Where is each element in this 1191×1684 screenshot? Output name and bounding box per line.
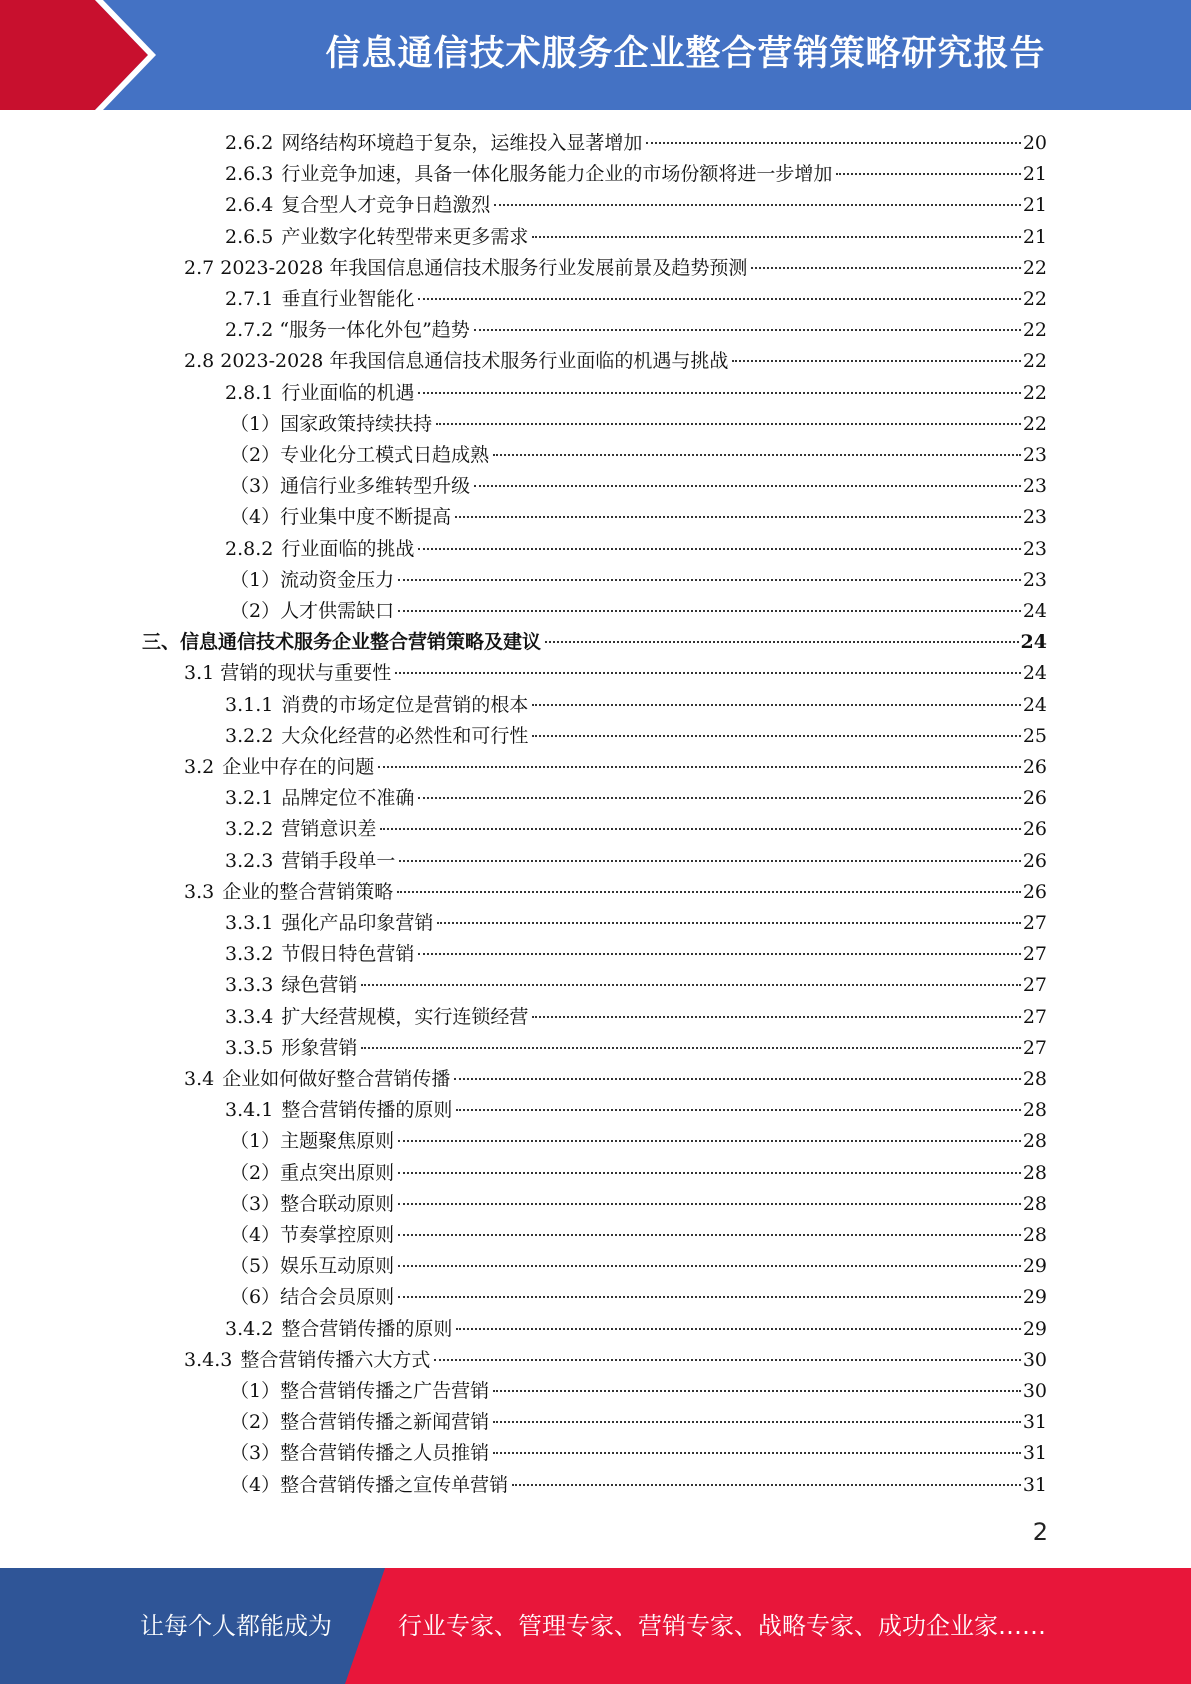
toc-entry-page: 22 [1022,256,1047,279]
toc-leader-dots [398,606,1021,612]
toc-entry-title [230,565,396,596]
toc-entry-text: （4）整合营销传播之宣传单营销 [230,1473,509,1496]
toc-entry-number: 3.3.5 [225,1036,274,1059]
toc-entry-text: 2.7.2 “服务一体化外包”趋势 [225,319,470,342]
toc-entry-text: 营销意识差 [281,818,377,841]
toc-entry-text: （1）整合营销传播之广告营销 [230,1380,490,1402]
toc-entry[interactable] [225,814,1047,845]
toc-entry-title [230,1126,396,1157]
toc-entry-title [184,658,393,689]
toc-entry-title [184,346,730,377]
toc-leader-dots [418,544,1020,550]
toc-entry-text: 节假日特色营销 [281,943,415,966]
toc-entry-text: （1）国家政策持续扶持 [230,412,433,435]
toc-entry-text: （4）行业集中度不断提高 [230,506,452,529]
toc-entry[interactable] [184,1345,1047,1376]
toc-entry-page: 22 [1022,288,1047,310]
toc-entry-title [225,128,644,159]
toc-entry-title [230,1282,396,1313]
toc-entry-title [184,752,376,783]
toc-entry[interactable] [225,1095,1047,1126]
toc-leader-dots [494,200,1020,206]
toc-entry-title [184,877,395,908]
toc-leader-dots [395,668,1021,674]
toc-leader-dots [545,637,1019,643]
footer-banner [0,1568,1191,1684]
toc-entry[interactable] [230,565,1047,596]
toc-entry-page: 22 [1022,350,1047,373]
toc-entry-text: 品牌定位不准确 [281,787,415,810]
toc-entry-page: 28 [1022,1192,1047,1215]
toc-entry-text: 2.7 2023-2028 年我国信息通信技术服务行业发展前景及趋势预测 [184,256,748,279]
toc-entry-title [230,1158,396,1189]
toc-entry-text: 网络结构环境趋于复杂，运维投入显著增加 [281,132,643,154]
toc-entry-text: （3）整合营销传播之人员推销 [230,1442,490,1465]
toc-entry-title [225,721,530,752]
toc-leader-dots [361,1043,1020,1049]
toc-entry-number: 3.4.2 [225,1317,274,1340]
toc-entry[interactable] [225,1033,1047,1064]
toc-entry[interactable] [225,534,1047,565]
toc-entry-number: 3.2.2 [225,724,274,747]
toc-leader-dots [418,294,1020,300]
toc-entry-page: 30 [1022,1348,1047,1371]
toc-entry-page: 28 [1022,1161,1047,1184]
toc-leader-dots [418,949,1020,955]
toc-entry[interactable] [230,471,1047,502]
toc-entry[interactable] [225,222,1047,253]
toc-entry-text: 企业的整合营销策略 [222,880,394,903]
toc-entry[interactable] [230,596,1047,627]
toc-entry-page: 29 [1022,1286,1047,1309]
toc-leader-dots [398,1230,1021,1236]
toc-entry-text: 强化产品印象营销 [281,912,434,934]
toc-entry-title [225,690,530,721]
toc-leader-dots [418,388,1020,394]
toc-entry-page: 31 [1022,1442,1047,1465]
toc-entry-page: 21 [1022,225,1047,248]
toc-entry[interactable] [225,128,1047,159]
toc-leader-dots [493,1386,1021,1392]
toc-entry-text: 整合营销传播的原则 [281,1317,453,1340]
report-title: 信息通信技术服务企业整合营销策略研究报告 [325,34,1046,74]
toc-entry[interactable] [230,1251,1047,1282]
toc-entry-page: 25 [1022,724,1047,747]
toc-entry[interactable] [230,1158,1047,1189]
toc-leader-dots [474,325,1021,331]
toc-entry-text: （2）人才供需缺口 [230,600,395,622]
toc-entry-page: 30 [1022,1380,1047,1402]
toc-entry-title [225,1314,454,1345]
toc-entry-page: 21 [1022,163,1047,186]
toc-entry-page: 26 [1022,756,1047,778]
header-banner [0,0,1191,110]
toc-entry-text: （2）整合营销传播之新闻营销 [230,1411,490,1434]
toc-leader-dots [397,887,1021,893]
toc-entry-number: 3.4 [184,1068,215,1090]
toc-entry-page: 28 [1022,1099,1047,1122]
toc-leader-dots [456,1105,1020,1111]
toc-entry-page: 21 [1022,194,1047,217]
toc-entry-title [184,253,749,284]
header-red-arrow [0,0,160,110]
toc-entry-text: 行业面临的挑战 [281,537,415,560]
toc-entry-text: （2）重点突出原则 [230,1161,395,1184]
toc-entry[interactable] [225,284,1047,315]
toc-entry-page: 29 [1022,1255,1047,1278]
toc-leader-dots [418,793,1020,799]
toc-entry-text: （4）节奏掌控原则 [230,1224,395,1246]
toc-leader-dots [380,824,1020,830]
toc-entry-number: 2.6.2 [225,132,274,154]
toc-entry-number: 3.2 [184,756,215,778]
toc-entry-title [230,1376,491,1407]
toc-entry-title [230,1251,396,1282]
toc-leader-dots [493,1448,1021,1454]
toc-entry-title [230,1189,396,1220]
toc-entry-page: 27 [1022,912,1047,934]
toc-entry[interactable] [225,378,1047,409]
toc-entry-title [225,846,397,877]
toc-entry-text: （1）流动资金压力 [230,568,395,591]
toc-entry-title [230,409,434,440]
toc-entry[interactable] [230,1438,1047,1469]
footer-slogan-right: 行业专家、管理专家、营销专家、战略专家、成功企业家…… [398,1612,1046,1640]
toc-entry-title [225,939,416,970]
toc-entry-text: 企业如何做好整合营销传播 [222,1068,451,1090]
toc-entry-text: 复合型人才竞争日趋激烈 [281,194,491,217]
toc-entry-title [225,908,435,939]
toc-entry-page: 20 [1022,132,1047,154]
toc-entry[interactable] [225,721,1047,752]
toc-entry-title [225,814,378,845]
toc-entry-page: 23 [1022,568,1047,591]
toc-leader-dots [378,762,1021,768]
toc-entry[interactable] [230,409,1047,440]
toc-entry-text: 垂直行业智能化 [281,288,415,310]
toc-entry-page: 27 [1022,943,1047,966]
toc-entry[interactable] [184,752,1047,783]
toc-entry[interactable] [225,690,1047,721]
toc-entry-text: 2.8 2023-2028 年我国信息通信技术服务行业面临的机遇与挑战 [184,350,729,373]
toc-entry-page: 23 [1022,475,1047,498]
toc-entry[interactable] [184,1064,1047,1095]
toc-leader-dots [456,1324,1020,1330]
toc-entry-page: 24 [1022,600,1047,622]
toc-entry-text: （6）结合会员原则 [230,1286,395,1309]
toc-entry-text: 消费的市场定位是营销的根本 [281,693,529,716]
toc-entry-title [230,1220,396,1251]
toc-leader-dots [437,918,1020,924]
toc-entry-page: 24 [1022,662,1047,685]
toc-entry[interactable] [225,908,1047,939]
toc-entry-text: 形象营销 [281,1036,358,1059]
toc-entry-page: 31 [1022,1411,1047,1434]
toc-entry-text: 扩大经营规模，实行连锁经营 [281,1005,529,1028]
toc-entry[interactable] [230,440,1047,471]
toc-entry-text: 绿色营销 [281,974,358,997]
toc-entry-title [230,471,472,502]
toc-entry-number: 3.4.1 [225,1099,274,1122]
toc-entry-text: （5）娱乐互动原则 [230,1255,395,1278]
toc-entry-number: 2.6.3 [225,163,274,186]
toc-leader-dots [512,1480,1021,1486]
toc-entry-page: 26 [1022,880,1047,903]
toc-entry-title [230,1470,510,1501]
toc-entry-page: 29 [1022,1317,1047,1340]
toc-entry-title [225,1095,454,1126]
toc-leader-dots [398,1136,1021,1142]
toc-entry-title [230,502,453,533]
toc-entry-title [225,970,359,1001]
toc-leader-dots [474,481,1021,487]
toc-leader-dots [398,1261,1021,1267]
toc-entry[interactable] [225,1314,1047,1345]
toc-entry[interactable] [184,253,1047,284]
toc-entry[interactable] [225,190,1047,221]
toc-leader-dots [532,731,1020,737]
toc-entry[interactable] [225,1002,1047,1033]
toc-entry-text: 行业面临的机遇 [281,381,415,404]
toc-entry-text: （3）整合联动原则 [230,1192,395,1215]
toc-leader-dots [646,138,1020,144]
toc-leader-dots [398,1199,1021,1205]
toc-entry-page: 28 [1022,1224,1047,1246]
toc-entry-page: 28 [1022,1130,1047,1153]
toc-entry-title [230,440,491,471]
toc-entry-title [225,190,492,221]
toc-entry-number: 2.8.2 [225,537,274,560]
toc-leader-dots [836,169,1020,175]
toc-entry-title [230,1407,491,1438]
toc-entry-title [225,1002,530,1033]
toc-entry-page: 22 [1022,381,1047,404]
toc-entry[interactable] [184,346,1047,377]
toc-entry-page: 22 [1022,412,1047,435]
toc-entry[interactable] [225,315,1047,346]
toc-entry-number: 3.3.2 [225,943,274,966]
toc-entry[interactable] [230,1470,1047,1501]
toc-entry-number: 3.1.1 [225,693,274,716]
toc-leader-dots [361,980,1020,986]
toc-entry[interactable] [225,159,1047,190]
toc-leader-dots [732,356,1020,362]
toc-leader-dots [493,1417,1021,1423]
toc-entry[interactable] [184,877,1047,908]
toc-entry-title [225,284,416,315]
toc-entry[interactable] [230,1220,1047,1251]
toc-entry-number: 2.7.1 [225,288,274,310]
toc-entry[interactable] [230,1126,1047,1157]
toc-entry[interactable] [230,502,1047,533]
toc-entry-title [184,1064,452,1095]
toc-entry-page: 26 [1022,849,1047,872]
toc-entry-number: 3.3.4 [225,1005,274,1028]
toc-leader-dots [398,1292,1021,1298]
toc-entry-number: 3.2.3 [225,849,274,872]
toc-entry-number: 3.3.1 [225,912,274,934]
toc-entry-page: 23 [1022,537,1047,560]
toc-entry-text: 大众化经营的必然性和可行性 [281,724,529,747]
toc-entry[interactable] [142,627,1047,658]
toc-entry-number: 2.8.1 [225,381,274,404]
toc-entry[interactable] [230,1282,1047,1313]
toc-entry-text: 整合营销传播的原则 [281,1099,453,1122]
toc-entry-title [225,159,834,190]
toc-entry-number: 3.2.1 [225,787,274,810]
toc-entry-title [225,222,530,253]
toc-entry-page: 28 [1022,1068,1047,1090]
toc-leader-dots [493,450,1021,456]
toc-entry-page: 24 [1022,693,1047,716]
toc-entry-text: 整合营销传播六大方式 [240,1348,431,1371]
toc-entry-title [225,378,416,409]
toc-entry-number: 2.6.4 [225,194,274,217]
toc-entry-title [230,1438,491,1469]
toc-entry-text: （3）通信行业多维转型升级 [230,475,471,498]
toc-entry-text: （1）主题聚焦原则 [230,1130,395,1153]
toc-entry-page: 27 [1022,974,1047,997]
toc-leader-dots [532,232,1020,238]
toc-entry-number: 3.3.3 [225,974,274,997]
toc-entry-page: 23 [1022,506,1047,529]
toc-entry-text: （2）专业化分工模式日趋成熟 [230,444,490,466]
toc-entry-title [142,627,543,658]
toc-entry-number: 3.3 [184,880,215,903]
toc-entry[interactable] [225,783,1047,814]
toc-entry-text: 三、信息通信技术服务企业整合营销策略及建议 [142,631,542,654]
toc-leader-dots [454,1074,1021,1080]
toc-leader-dots [398,575,1021,581]
toc-entry-title [225,534,416,565]
page-number: 2 [1032,1518,1048,1546]
toc-entry-page: 27 [1022,1036,1047,1059]
toc-entry-text: 3.1 营销的现状与重要性 [184,662,392,685]
toc-leader-dots [399,856,1020,862]
footer-slogan-left: 让每个人都能成为 [140,1612,332,1640]
toc-entry-text: 产业数字化转型带来更多需求 [281,225,529,248]
toc-entry-number: 2.6.5 [225,225,274,248]
toc-entry[interactable] [230,1376,1047,1407]
toc-entry-title [230,596,396,627]
toc-entry-page: 22 [1022,319,1047,342]
toc-entry[interactable] [225,939,1047,970]
toc-leader-dots [532,700,1020,706]
toc-entry-number: 3.2.2 [225,818,274,841]
toc-entry[interactable] [225,846,1047,877]
toc-leader-dots [751,263,1020,269]
toc-leader-dots [455,512,1021,518]
toc-entry-page: 31 [1022,1473,1047,1496]
toc-entry-text: 企业中存在的问题 [222,756,375,778]
toc-entry-text: 行业竞争加速，具备一体化服务能力企业的市场份额将进一步增加 [281,163,833,186]
toc-leader-dots [434,1355,1020,1361]
toc-leader-dots [532,1012,1020,1018]
toc-entry-number: 3.4.3 [184,1348,233,1371]
toc-entry-title [225,783,416,814]
toc-leader-dots [398,1168,1021,1174]
toc-entry-title [225,1033,359,1064]
toc-entry-page: 24 [1020,631,1047,654]
toc-entry[interactable] [225,970,1047,1001]
toc-entry-page: 26 [1022,787,1047,810]
toc-entry-page: 23 [1022,444,1047,466]
toc-entry-text: 营销手段单一 [281,849,396,872]
toc-entry[interactable] [230,1407,1047,1438]
toc-entry[interactable] [184,658,1047,689]
toc-entry-page: 27 [1022,1005,1047,1028]
toc-entry-title [184,1345,432,1376]
toc-entry-page: 26 [1022,818,1047,841]
toc-entry-title [225,315,472,346]
toc-entry[interactable] [230,1189,1047,1220]
toc-leader-dots [436,419,1021,425]
